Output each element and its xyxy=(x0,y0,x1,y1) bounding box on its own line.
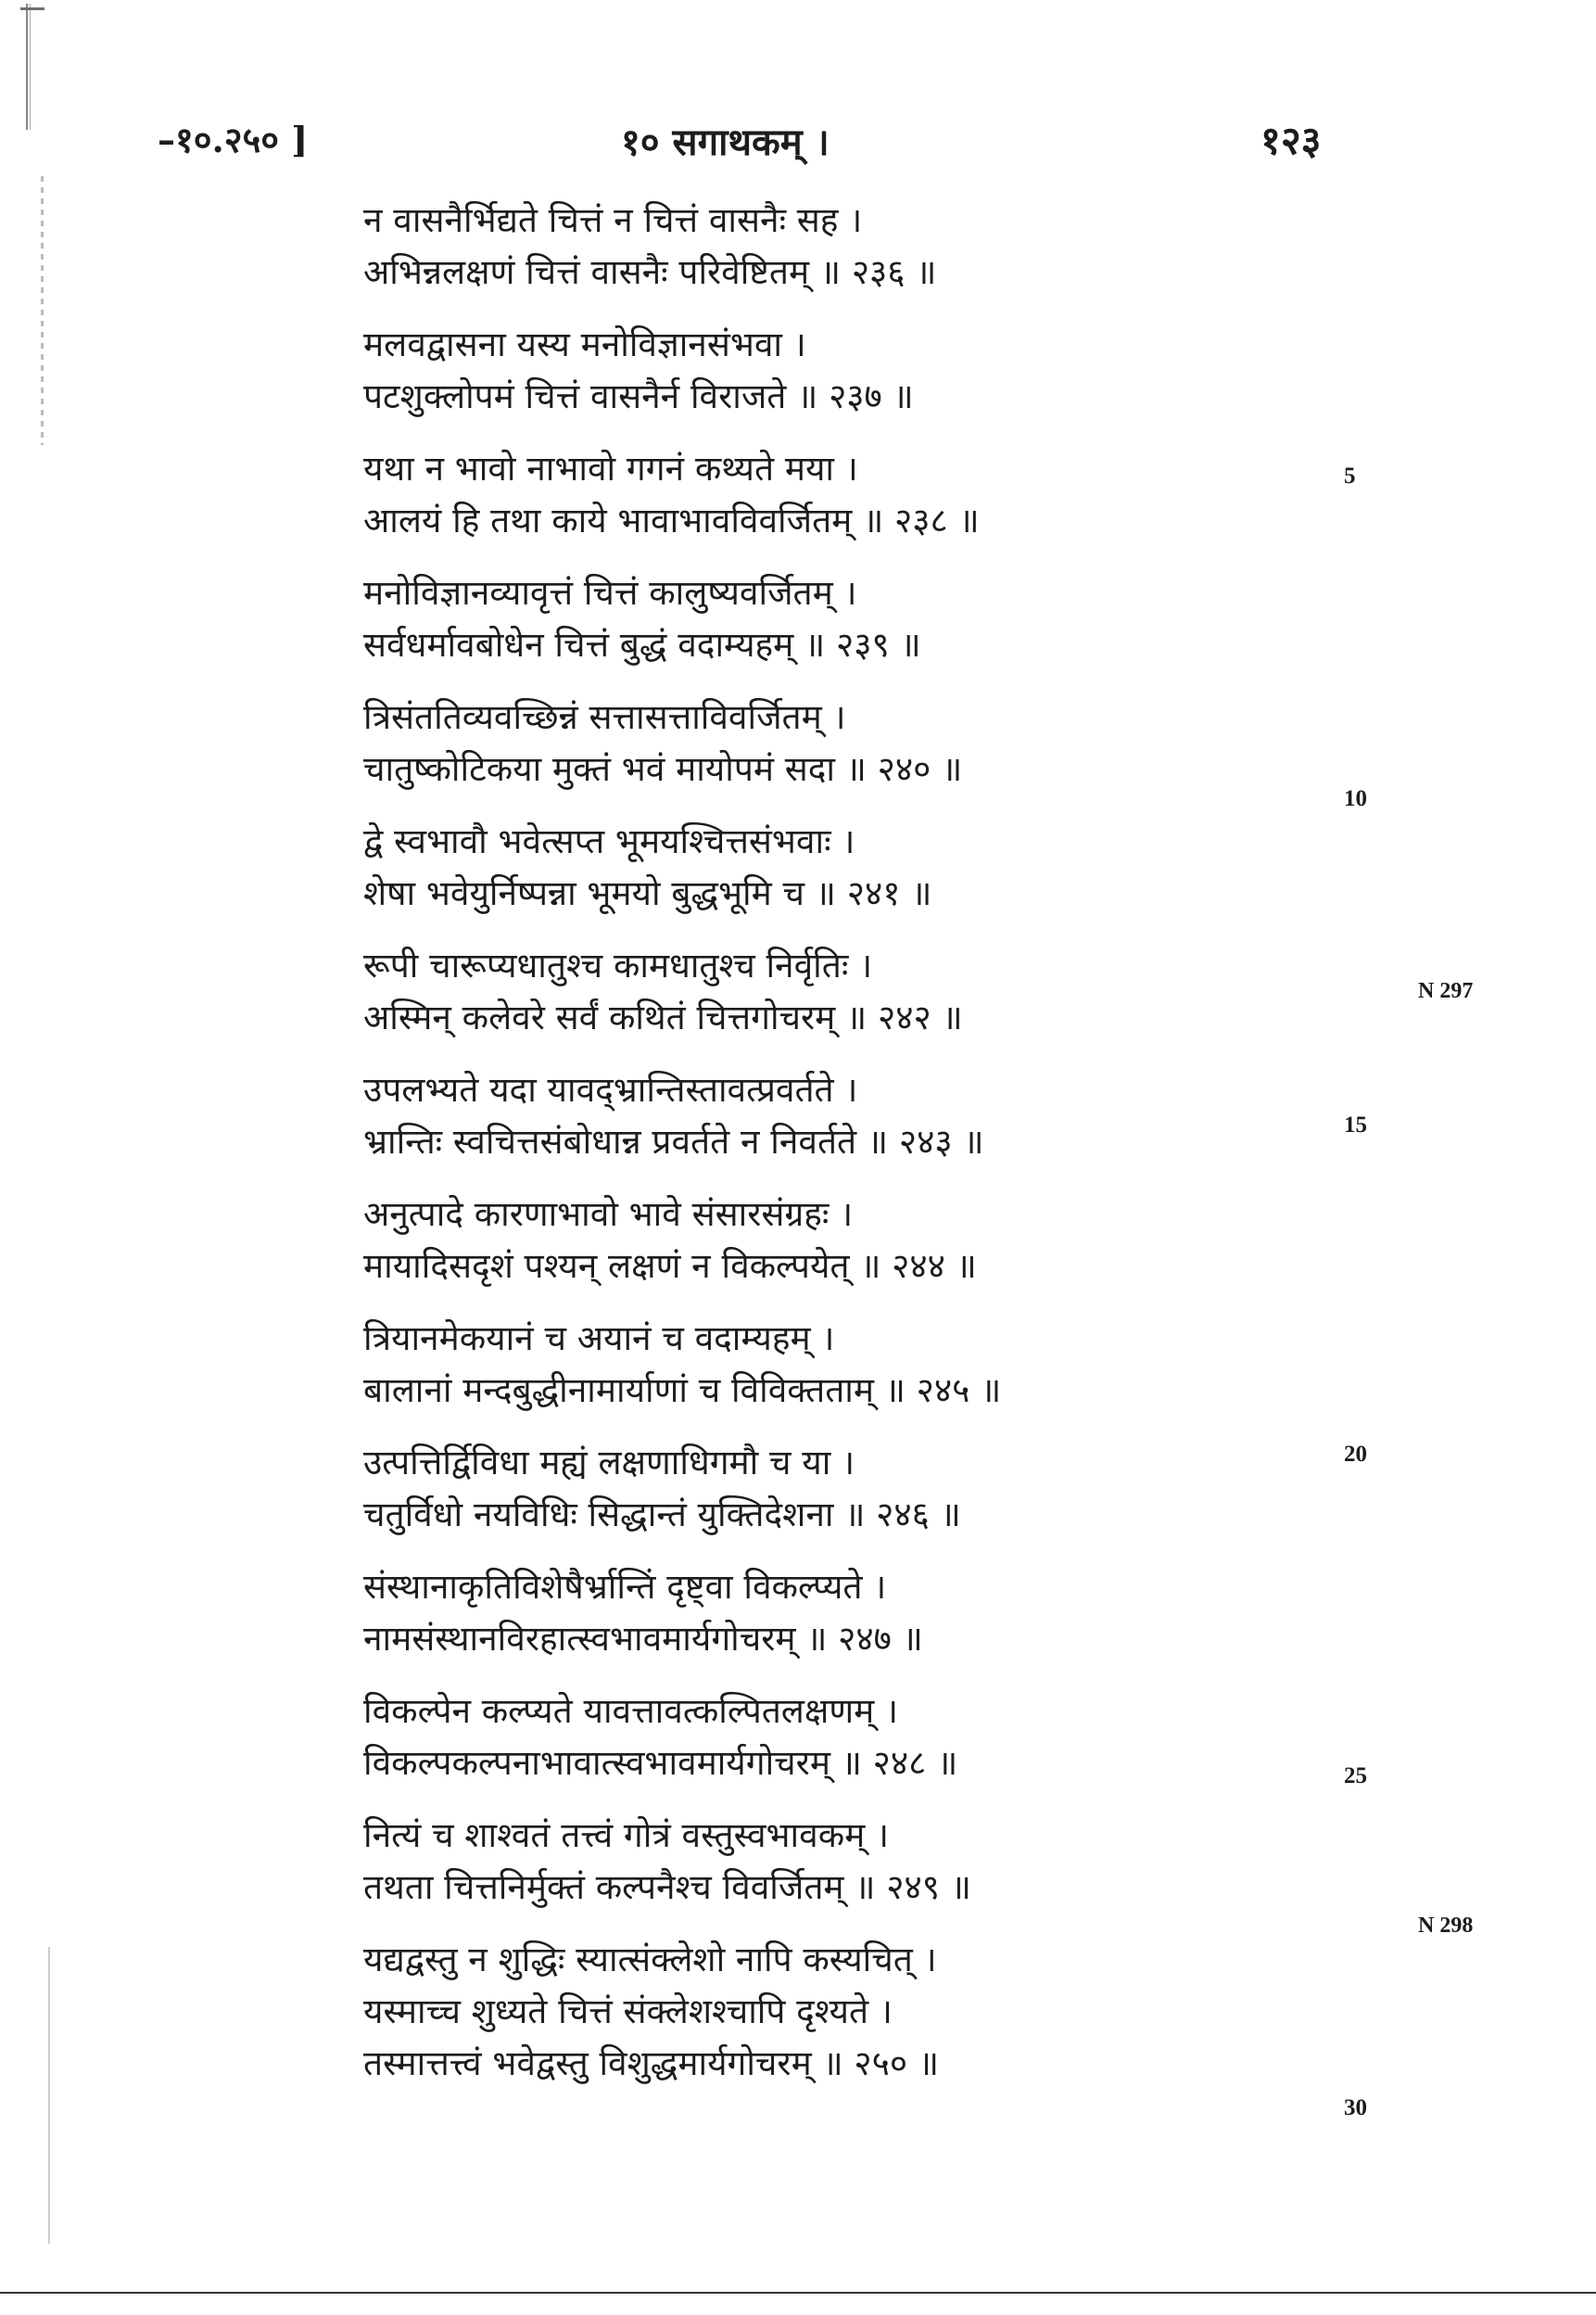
verse-line: नित्यं च शाश्वतं तत्त्वं गोत्रं वस्तुस्वभावकम् । xyxy=(363,1815,890,1855)
verse-line: न वासनैर्भिद्यते चित्तं न चित्तं वासनैः सह । xyxy=(363,200,863,240)
verse-line: चतुर्विधो नयविधिः सिद्धान्तं युक्तिदेशना ॥ २४६ ॥ xyxy=(363,1495,961,1534)
verse-line: द्वे स्वभावौ भवेत्सप्त भूमयश्चित्तसंभवाः । xyxy=(363,821,855,861)
verse-line: यद्यद्वस्तु न शुद्धिः स्यात्संक्लेशो नापि कस्यचित् । xyxy=(363,1940,937,1979)
verse-line: मायादिसदृशं पश्यन् लक्षणं न विकल्पयेत् ॥ २४४ ॥ xyxy=(363,1246,977,1286)
verse-line: सर्वधर्मावबोधेन चित्तं बुद्धं वदाम्यहम् ॥ २३९ ॥ xyxy=(363,625,921,665)
verse-line: अभिन्नलक्षणं चित्तं वासनैः परिवेष्टितम् ॥ २३६ ॥ xyxy=(363,252,937,292)
verse-line: भ्रान्तिः स्वचित्तसंबोधान्न प्रवर्तते न निवर्तते ॥ २४३ ॥ xyxy=(363,1122,984,1162)
verse-line: यस्माच्च शुध्यते चित्तं संक्लेशश्चापि दृश्यते । xyxy=(363,1991,893,2031)
verse-line: विकल्पेन कल्प्यते यावत्तावत्कल्पितलक्षणम् । xyxy=(363,1691,899,1731)
verse-line: अनुत्पादे कारणाभावो भावे संसारसंग्रहः । xyxy=(363,1194,854,1234)
page-number: १२३ xyxy=(1260,118,1322,163)
verse-line: अस्मिन् कलेवरे सर्वं कथितं चित्तगोचरम् ॥ २४२ ॥ xyxy=(363,998,963,1037)
verse-line: संस्थानाकृतिविशेषैर्भ्रान्तिं दृष्ट्वा विकल्प्यते । xyxy=(363,1567,887,1607)
verse-line: पटशुक्लोपमं चित्तं वासनैर्न विराजते ॥ २३७ ॥ xyxy=(363,376,914,416)
scan-artifact-left xyxy=(41,176,44,445)
verse-line: नामसंस्थानविरहात्स्वभावमार्यगोचरम् ॥ २४७ ॥ xyxy=(363,1619,923,1659)
header-chapter-title: १० सगाथकम् । xyxy=(621,121,830,164)
verse-line: उत्पत्तिर्द्विविधा मह्यं लक्षणाधिगमौ च या । xyxy=(363,1443,855,1482)
verse-line: त्रिसंततिव्यवच्छिन्नं सत्तासत्ताविवर्जितम् । xyxy=(363,697,846,737)
verse-line: मनोविज्ञानव्यावृत्तं चित्तं कालुष्यवर्जितम् । xyxy=(363,573,857,613)
page-header xyxy=(0,109,1596,174)
verse-line: मलवद्वासना यस्य मनोविज्ञानसंभवा । xyxy=(363,324,806,364)
header-verse-range: –१०.२५० ] xyxy=(158,119,309,160)
verse-line: रूपी चारूप्यधातुश्च कामधातुश्च निर्वृतिः । xyxy=(363,946,873,986)
margin-line-number: 15 xyxy=(1344,1113,1367,1138)
verse-line: शेषा भवेयुर्निष्पन्ना भूमयो बुद्धभूमि च ॥ २४१ ॥ xyxy=(363,873,932,913)
verse-line: तथता चित्तनिर्मुक्तं कल्पनैश्च विवर्जितम् ॥ २४९ ॥ xyxy=(363,1867,971,1907)
scan-artifact-left-lower xyxy=(48,1947,50,2244)
margin-reference: N 297 xyxy=(1418,979,1474,1003)
margin-line-number: 10 xyxy=(1344,786,1367,811)
verse-line: आलयं हि तथा काये भावाभावविवर्जितम् ॥ २३८ ॥ xyxy=(363,501,980,541)
verse-line: उपलभ्यते यदा यावद्भ्रान्तिस्तावत्प्रवर्तते । xyxy=(363,1070,858,1110)
margin-reference: N 298 xyxy=(1418,1914,1474,1938)
verse-line: त्रियानमेकयानं च अयानं च वदाम्यहम् । xyxy=(363,1318,835,1358)
margin-line-number: 30 xyxy=(1344,2095,1367,2120)
margin-line-number: 25 xyxy=(1344,1763,1367,1788)
verse-line: तस्मात्तत्त्वं भवेद्वस्तु विशुद्धमार्यगोचरम् ॥ २५० ॥ xyxy=(363,2043,940,2083)
verse-line: चातुष्कोटिकया मुक्तं भवं मायोपमं सदा ॥ २४० ॥ xyxy=(363,749,963,789)
verse-line: बालानां मन्दबुद्धीनामार्याणां च विविक्तताम् ॥ २४५ ॥ xyxy=(363,1370,1002,1410)
verse-line: विकल्पकल्पनाभावात्स्वभावमार्यगोचरम् ॥ २४८ ॥ xyxy=(363,1743,958,1783)
page-bottom-edge xyxy=(0,2292,1596,2294)
margin-line-number: 20 xyxy=(1344,1442,1367,1467)
verse-line: यथा न भावो नाभावो गगनं कथ्यते मया । xyxy=(363,449,858,489)
margin-line-number: 5 xyxy=(1344,464,1356,489)
